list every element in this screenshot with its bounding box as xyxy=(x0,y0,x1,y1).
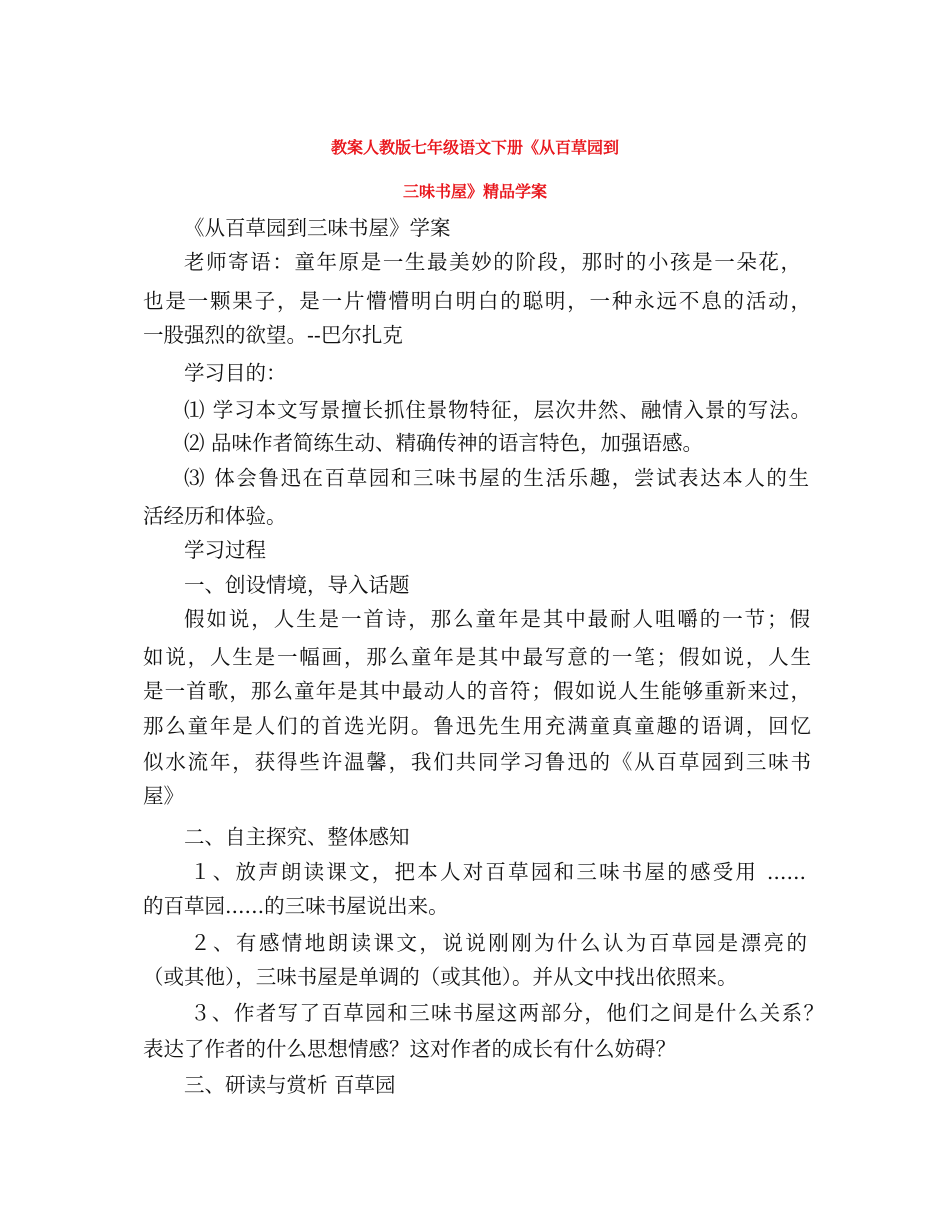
teacher-message-line-1: 老师寄语：童年原是一生最美妙的阶段，那时的小孩是一朵花， xyxy=(184,250,801,274)
task-3-line-1: ３、作者写了百草园和三味书屋这两部分，他们之间是什么关系？ xyxy=(190,1001,824,1025)
task-1-line-1: １、放声朗读课文，把本人对百草园和三味书屋的感受用 ...... xyxy=(190,860,806,884)
section-2-heading: 二、自主探究、整体感知 xyxy=(184,825,410,849)
objectives-heading: 学习目的： xyxy=(184,361,287,385)
teacher-message-line-3: 一股强烈的欲望。--巴尔扎克 xyxy=(143,323,403,347)
intro-paragraph-line-4: 那么童年是人们的首选光阴。鲁迅先生用充满童真童趣的语调，回忆 xyxy=(143,714,811,738)
intro-paragraph-line-5: 似水流年，获得些许温馨，我们共同学习鲁迅的《从百草园到三味书 xyxy=(143,750,811,774)
intro-paragraph-line-2: 如说，人生是一幅画，那么童年是其中最写意的一笔；假如说，人生 xyxy=(143,645,811,669)
section-3-heading: 三、研读与赏析 百草园 xyxy=(184,1073,396,1097)
objective-item-3-line-1: ⑶ 体会鲁迅在百草园和三味书屋的生活乐趣，尝试表达本人的生 xyxy=(184,466,809,490)
task-2-line-1: ２、有感情地朗读课文，说说刚刚为什么认为百草园是漂亮的 xyxy=(190,931,807,955)
objective-item-1: ⑴ 学习本文写景擅长抓住景物特征，层次井然、融情入景的写法。 xyxy=(184,398,811,422)
objective-item-3-line-2: 活经历和体验。 xyxy=(143,504,287,528)
document-title-line-1: 教案人教版七年级语文下册《从百草园到 xyxy=(330,138,619,157)
teacher-message-line-2: 也是一颗果子，是一片懵懵明白明白的聪明，一种永远不息的活动， xyxy=(143,289,811,313)
task-3-line-2: 表达了作者的什么思想情感？这对作者的成长有什么妨碍？ xyxy=(143,1037,676,1061)
objective-item-2: ⑵ 品味作者简练生动、精确传神的语言特色，加强语感。 xyxy=(184,431,704,455)
worksheet-heading: 《从百草园到三味书屋》学案 xyxy=(184,216,451,240)
document-title-line-2: 三味书屋》精品学案 xyxy=(402,182,547,201)
intro-paragraph-line-6: 屋》 xyxy=(143,784,184,808)
intro-paragraph-line-3: 是一首歌，那么童年是其中最动人的音符；假如说人生能够重新来过， xyxy=(143,679,811,703)
section-1-heading: 一、创设情境，导入话题 xyxy=(184,573,410,597)
task-2-line-2: （或其他），三味书屋是单调的（或其他）。并从文中找出依照来。 xyxy=(143,965,738,989)
task-1-line-2: 的百草园......的三味书屋说出来。 xyxy=(143,894,449,918)
process-heading: 学习过程 xyxy=(184,538,266,562)
intro-paragraph-line-1: 假如说，人生是一首诗，那么童年是其中最耐人咀嚼的一节；假 xyxy=(184,607,810,631)
